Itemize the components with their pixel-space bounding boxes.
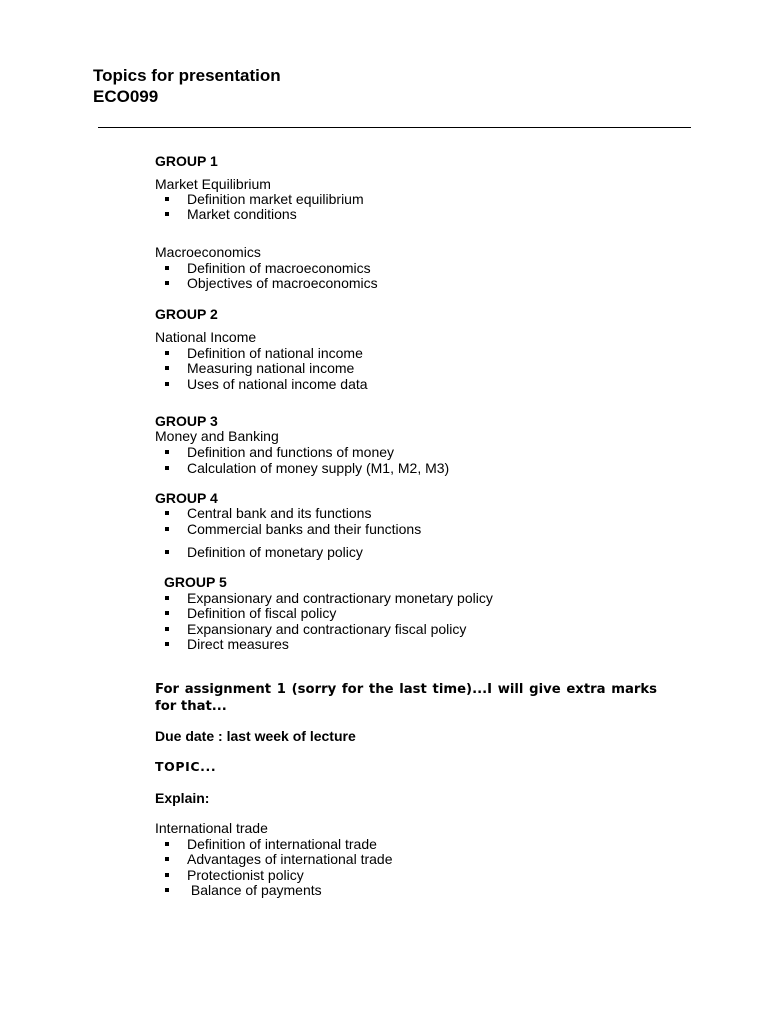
bullet-square-icon (165, 611, 169, 615)
bullet-square-icon (165, 857, 169, 861)
bullet-item: Protectionist policy (187, 867, 304, 883)
group-heading: GROUP 4 (155, 490, 218, 506)
bullet-item: Advantages of international trade (187, 851, 393, 867)
bullet-square-icon (165, 642, 169, 646)
due-date: Due date : last week of lecture (155, 728, 356, 744)
bullet-item: Definition of monetary policy (187, 544, 363, 560)
bullet-square-icon (165, 281, 169, 285)
bullet-square-icon (165, 266, 169, 270)
bullet-square-icon (165, 212, 169, 216)
bullet-item: Commercial banks and their functions (187, 521, 422, 537)
bullet-square-icon (165, 596, 169, 600)
bullet-square-icon (165, 366, 169, 370)
bullet-square-icon (165, 450, 169, 454)
group-heading: GROUP 3 (155, 413, 218, 429)
bullet-item: Expansionary and contractionary monetary policy (187, 590, 493, 606)
bullet-square-icon (165, 842, 169, 846)
bullet-item: Definition of international trade (187, 836, 377, 852)
bullet-square-icon (165, 888, 169, 892)
header-divider (98, 127, 691, 128)
topic-title: Money and Banking (155, 428, 279, 444)
topic-label: TOPIC... (155, 759, 217, 774)
topic-title: National Income (155, 329, 257, 345)
topic-title: Macroeconomics (155, 244, 261, 260)
bullet-item: Definition of fiscal policy (187, 605, 337, 621)
bullet-square-icon (165, 550, 169, 554)
bullet-square-icon (165, 511, 169, 515)
bullet-square-icon (165, 627, 169, 631)
bullet-square-icon (165, 351, 169, 355)
group-heading: GROUP 5 (164, 574, 227, 590)
bullet-square-icon (165, 527, 169, 531)
bullet-item: Balance of payments (187, 882, 322, 898)
bullet-item: Direct measures (187, 636, 289, 652)
bullet-square-icon (165, 466, 169, 470)
bullet-item: Definition and functions of money (187, 444, 395, 460)
bullet-item: Definition of macroeconomics (187, 260, 371, 276)
bullet-item: Objectives of macroeconomics (187, 275, 378, 291)
explain-label: Explain: (155, 790, 210, 806)
document-title: Topics for presentation (93, 66, 281, 85)
topic-title: International trade (155, 820, 268, 836)
bullet-item: Definition market equilibrium (187, 191, 364, 207)
topic-title: Market Equilibrium (155, 176, 271, 192)
bullet-item: Expansionary and contractionary fiscal policy (187, 621, 467, 637)
assignment-note: For assignment 1 (sorry for the last time)...I will give extra marks for that... (155, 682, 657, 714)
group-heading: GROUP 1 (155, 153, 218, 169)
course-code: ECO099 (93, 87, 159, 106)
group-heading: GROUP 2 (155, 306, 218, 322)
bullet-item: Measuring national income (187, 360, 355, 376)
bullet-item: Definition of national income (187, 345, 363, 361)
bullet-item: Uses of national income data (187, 376, 368, 392)
bullet-square-icon (165, 382, 169, 386)
bullet-item: Market conditions (187, 206, 297, 222)
bullet-square-icon (165, 197, 169, 201)
bullet-item: Calculation of money supply (M1, M2, M3) (187, 460, 450, 476)
bullet-square-icon (165, 873, 169, 877)
bullet-item: Central bank and its functions (187, 505, 372, 521)
